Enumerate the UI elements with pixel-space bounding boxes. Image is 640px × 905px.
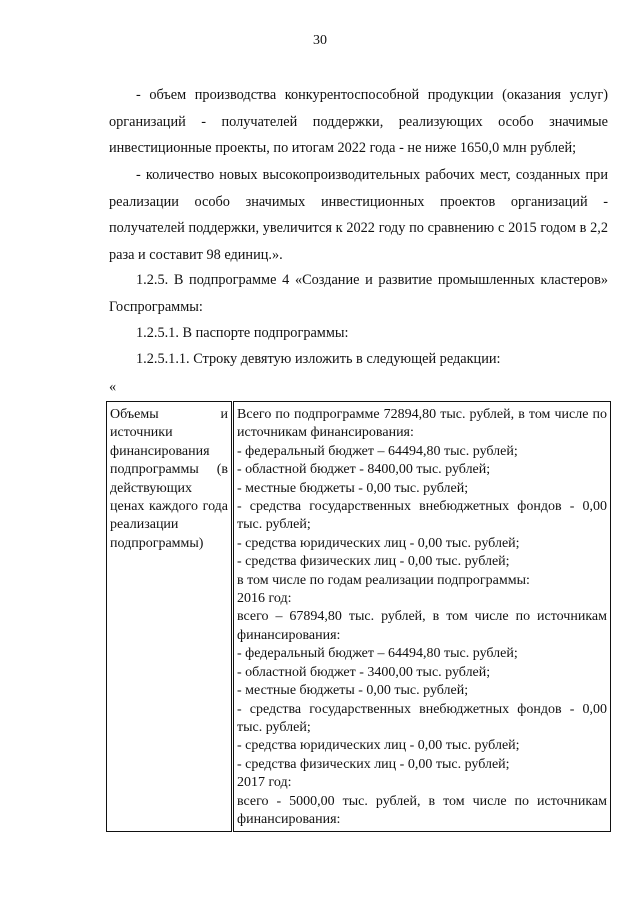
- table-row: [107, 402, 611, 832]
- funding-line-2016-federal: - федеральный бюджет – 64494,80 тыс. рублей;: [237, 646, 518, 662]
- funding-line-2016-offbudget: - средства государственных внебюджетных фондов - 0,00 тыс. рублей;: [237, 701, 607, 735]
- funding-line-total: Всего по подпрограмме 72894,80 тыс. рублей, в том числе по источникам финансирования:: [237, 407, 607, 441]
- funding-line-2017-total: всего - 5000,00 тыс. рублей, в том числе по источникам финансирования:: [237, 793, 607, 827]
- funding-line-2016-regional: - областной бюджет - 3400,00 тыс. рублей;: [237, 664, 491, 680]
- paragraph-passport: 1.2.5.1. В паспорте подпрограммы:: [136, 325, 349, 341]
- funding-line-by-years: в том числе по годам реализации подпрограммы:: [237, 572, 530, 588]
- funding-line-year-2017: 2017 год:: [237, 775, 292, 791]
- paragraph-row-nine: 1.2.5.1.1. Строку девятую изложить в следующей редакции:: [136, 351, 501, 367]
- funding-label-cell: Объемы и источники финансирования подпрограммы (в действующих ценах каждого года реализации подпрограммы): [107, 402, 233, 832]
- paragraph-subprogram-4: 1.2.5. В подпрограмме 4 «Создание и развитие промышленных кластеров» Госпрограммы:: [109, 272, 608, 315]
- funding-line-offbudget: - средства государственных внебюджетных фондов - 0,00 тыс. рублей;: [237, 499, 607, 533]
- paragraph-new-jobs: - количество новых высокопроизводительных рабочих мест, созданных при реализации особо значимых инвестиционных проектов организаций - получателей поддержки, увеличится к 2022 году по сравнению с 2015 годом в 2,2 раза и составит 98 единиц.».: [109, 167, 608, 263]
- opening-quote-mark: «: [109, 379, 117, 395]
- funding-table: [106, 401, 611, 832]
- funding-line-year-2016: 2016 год:: [237, 591, 292, 607]
- funding-line-2016-total: всего – 67894,80 тыс. рублей, в том числе по источникам финансирования:: [237, 609, 607, 643]
- funding-line-local: - местные бюджеты - 0,00 тыс. рублей;: [237, 480, 469, 496]
- funding-line-2016-local: - местные бюджеты - 0,00 тыс. рублей;: [237, 683, 469, 699]
- page-number: 30: [313, 33, 327, 48]
- funding-line-federal: - федеральный бюджет – 64494,80 тыс. рублей;: [237, 443, 518, 459]
- funding-content-cell: [233, 402, 611, 832]
- funding-line-legal: - средства юридических лиц - 0,00 тыс. рублей;: [237, 535, 520, 551]
- funding-line-2016-individuals: - средства физических лиц - 0,00 тыс. рублей;: [237, 756, 510, 772]
- paragraph-production-volume: - объем производства конкурентоспособной продукции (оказания услуг) организаций - получателей поддержки, реализующих особо значимые инвестиционные проекты, по итогам 2022 года - не ниже 1650,0 млн рублей;: [109, 87, 608, 156]
- funding-line-regional: - областной бюджет - 8400,00 тыс. рублей;: [237, 462, 491, 478]
- funding-line-2016-legal: - средства юридических лиц - 0,00 тыс. рублей;: [237, 738, 520, 754]
- funding-line-individuals: - средства физических лиц - 0,00 тыс. рублей;: [237, 554, 510, 570]
